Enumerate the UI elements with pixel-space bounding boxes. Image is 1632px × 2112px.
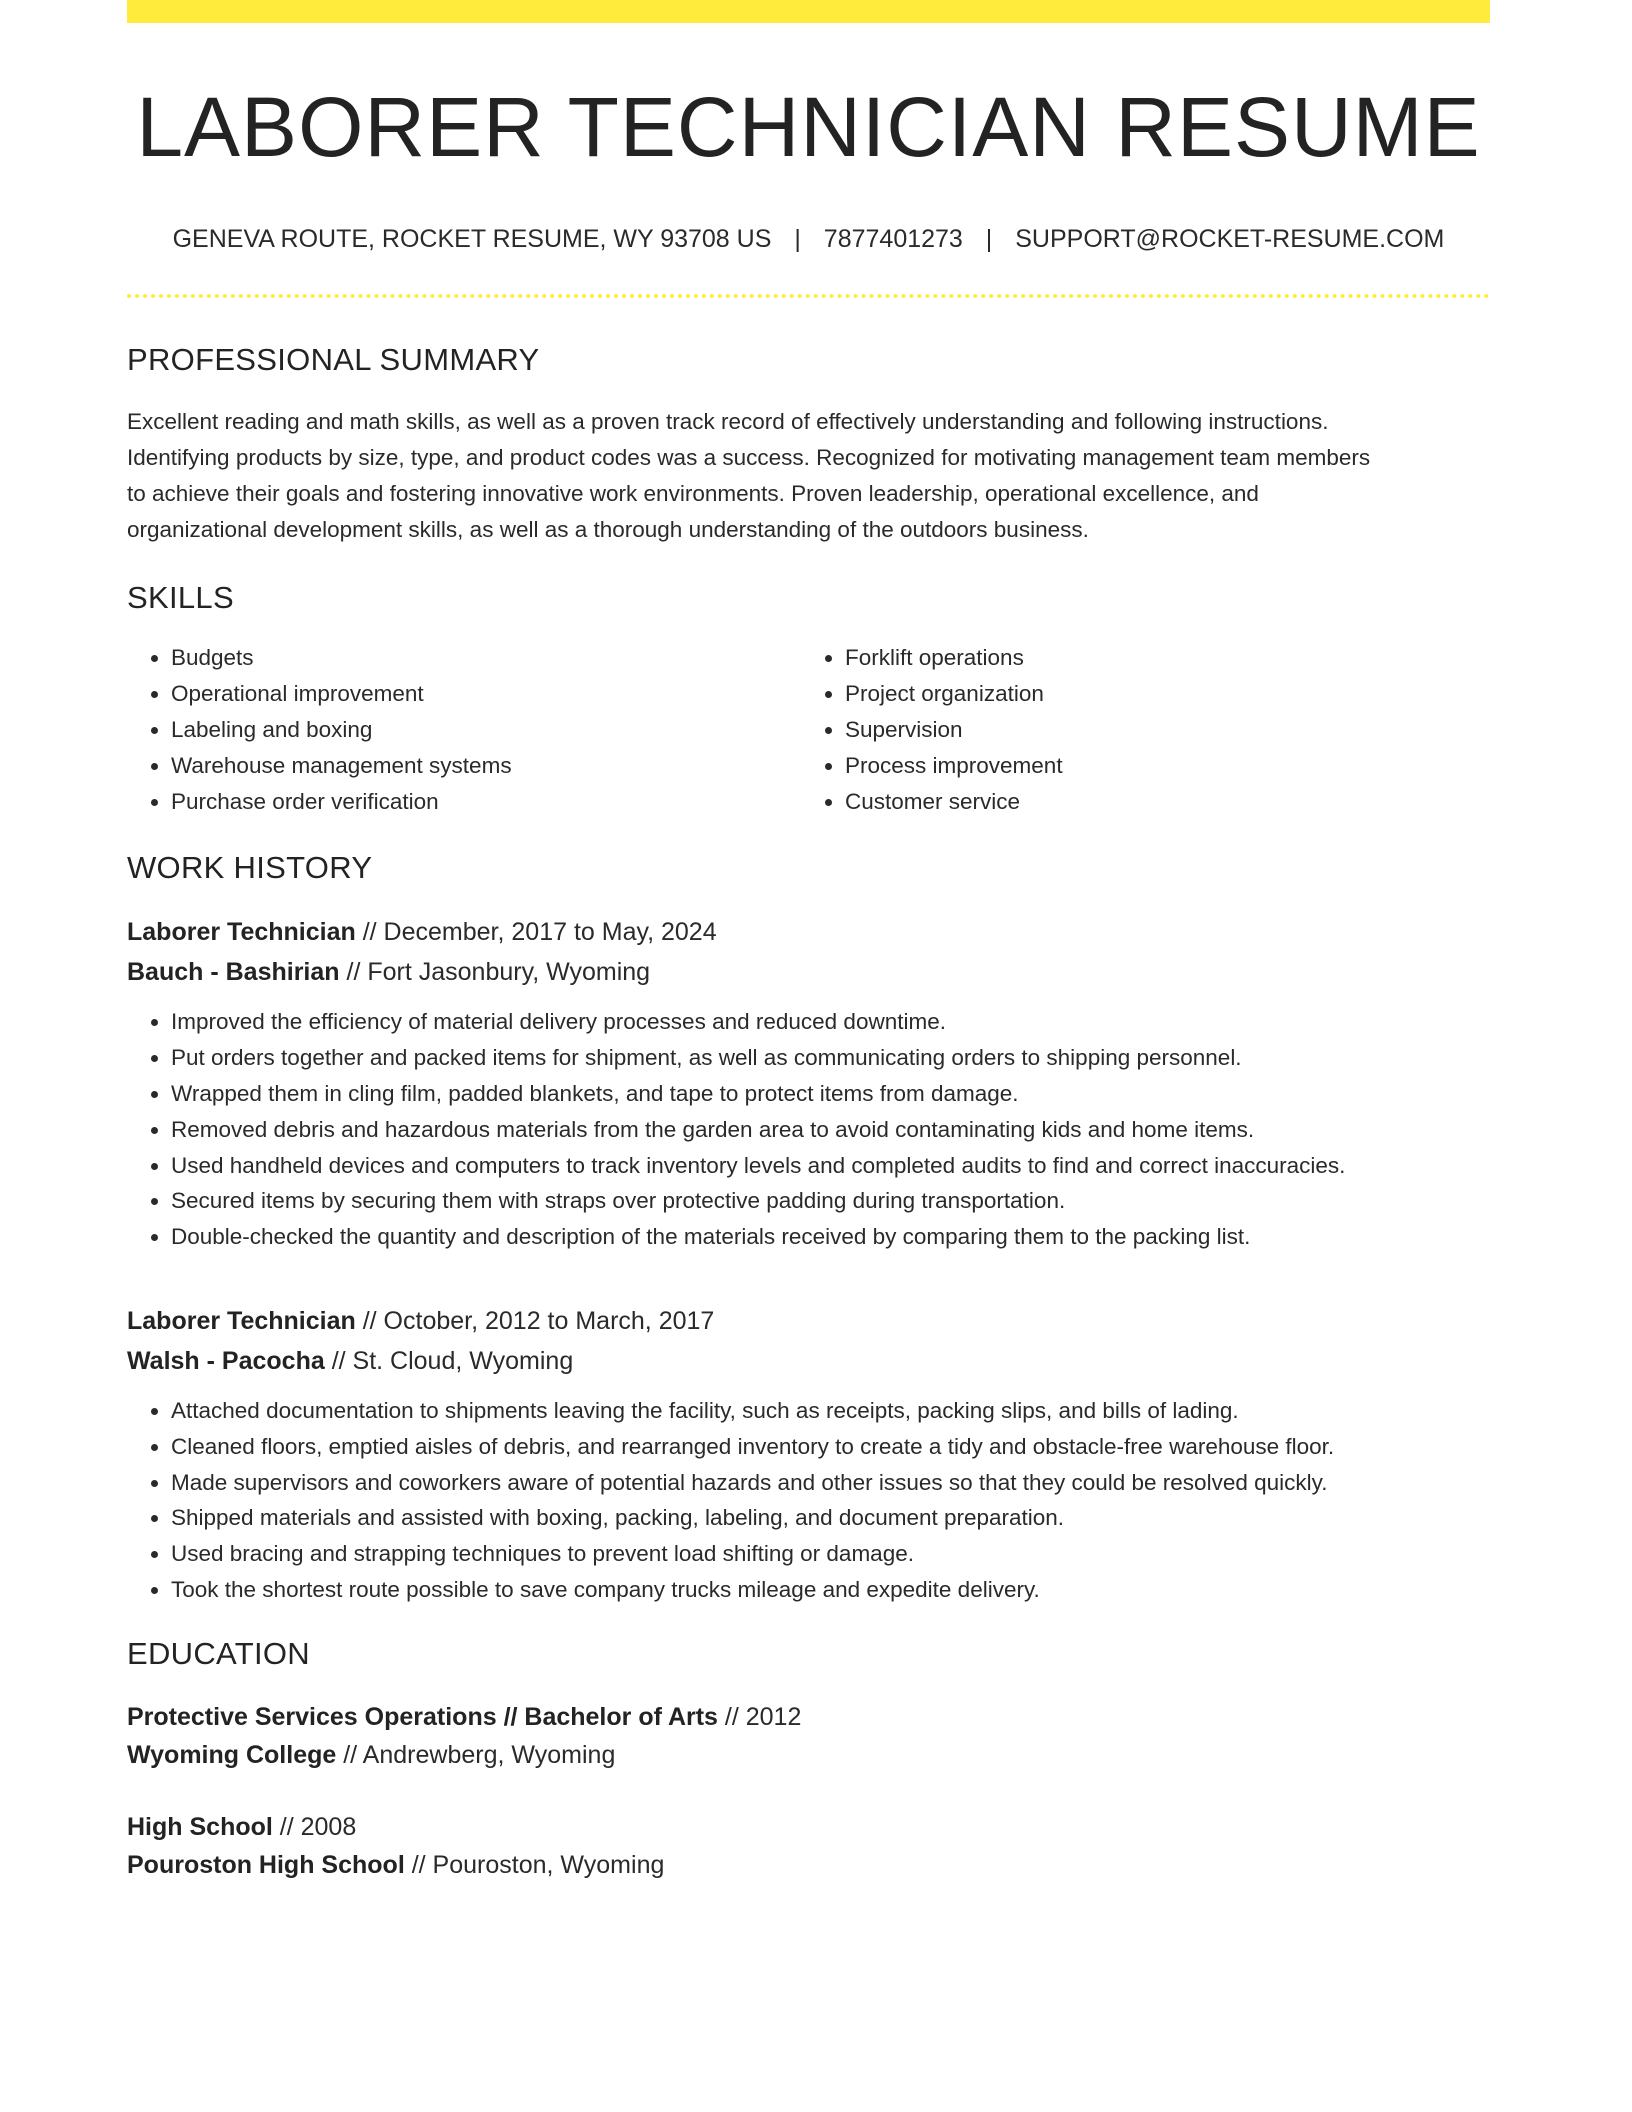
header-divider <box>127 294 1490 298</box>
education-degree: High School <box>127 1812 273 1841</box>
job-company-line <box>127 952 1490 992</box>
skill-item: • Process improvement <box>845 748 1475 784</box>
summary-line: to achieve their goals and fostering innovative work environments. Proven leadership, operational excellence, and <box>127 481 1259 507</box>
job-bullets <box>127 1393 1490 1608</box>
education-school: Wyoming College <box>127 1740 337 1769</box>
job-company: Bauch - Bashirian <box>127 958 340 987</box>
skill-item: • Purchase order verification <box>171 784 801 820</box>
job-bullet: • Attached documentation to shipments leaving the facility, such as receipts, packing slips, and bills of lading. <box>171 1393 1490 1429</box>
skills-heading: SKILLS <box>127 580 234 616</box>
job-bullet: • Double-checked the quantity and description of the materials received by comparing them to the packing list. <box>171 1219 1490 1255</box>
contact-line <box>127 225 1490 254</box>
education-degree-line <box>127 1698 1490 1736</box>
education-school-line <box>127 1736 1490 1774</box>
education-heading: EDUCATION <box>127 1635 310 1671</box>
job-bullet: • Removed debris and hazardous materials from the garden area to avoid contaminating kids and home items. <box>171 1112 1490 1148</box>
work-history-heading: WORK HISTORY <box>127 850 373 886</box>
job-title-line <box>127 1301 1490 1341</box>
education-location: // Andrewberg, Wyoming <box>336 1740 616 1769</box>
job-bullet: • Put orders together and packed items for shipment, as well as communicating orders to shipping personnel. <box>171 1040 1490 1076</box>
skill-item: • Project organization <box>845 676 1475 712</box>
skill-item: • Budgets <box>171 640 801 676</box>
education-entry <box>127 1698 1490 1774</box>
education-degree-line <box>127 1808 1490 1846</box>
job-bullet: • Wrapped them in cling film, padded blankets, and tape to protect items from damage. <box>171 1076 1490 1112</box>
skill-item: • Operational improvement <box>171 676 801 712</box>
job-bullet: • Used bracing and strapping techniques to prevent load shifting or damage. <box>171 1536 1490 1572</box>
job-bullet: • Secured items by securing them with straps over protective padding during transportation. <box>171 1183 1490 1219</box>
job-location: // Fort Jasonbury, Wyoming <box>339 958 651 987</box>
education-school-line <box>127 1846 1490 1884</box>
education-year: // 2008 <box>272 1812 357 1841</box>
job-bullet: • Improved the efficiency of material delivery processes and reduced downtime. <box>171 1004 1490 1040</box>
contact-email: SUPPORT@ROCKET-RESUME.COM <box>1015 225 1445 254</box>
education-school: Pouroston High School <box>127 1850 405 1879</box>
contact-address: GENEVA ROUTE, ROCKET RESUME, WY 93708 US <box>172 225 772 254</box>
education-location: // Pouroston, Wyoming <box>404 1850 665 1879</box>
skill-item: • Labeling and boxing <box>171 712 801 748</box>
contact-separator: | <box>794 225 801 254</box>
job-role: Laborer Technician <box>127 918 356 947</box>
job-company: Walsh - Pacocha <box>127 1346 325 1375</box>
top-accent-bar <box>127 0 1490 23</box>
resume-page <box>127 0 1490 1884</box>
summary-heading: PROFESSIONAL SUMMARY <box>127 342 540 378</box>
job-entry <box>127 1301 1490 1608</box>
job-bullet: • Made supervisors and coworkers aware of potential hazards and other issues so that they could be resolved quickly. <box>171 1465 1490 1501</box>
job-role: Laborer Technician <box>127 1306 356 1335</box>
summary-line: Identifying products by size, type, and product codes was a success. Recognized for motivating management team members <box>127 445 1371 471</box>
job-bullet: • Cleaned floors, emptied aisles of debris, and rearranged inventory to create a tidy and obstacle-free warehouse floor. <box>171 1429 1490 1465</box>
skills-list-left <box>127 640 801 820</box>
job-dates: // December, 2017 to May, 2024 <box>355 918 717 947</box>
skills-columns <box>127 640 1490 820</box>
job-dates: // October, 2012 to March, 2017 <box>355 1306 715 1335</box>
skill-item: • Customer service <box>845 784 1475 820</box>
job-bullet: • Shipped materials and assisted with boxing, packing, labeling, and document preparation. <box>171 1500 1490 1536</box>
resume-title: LABORER TECHNICIAN RESUME <box>136 80 1481 174</box>
summary-line: Excellent reading and math skills, as well as a proven track record of effectively understanding and following instructions. <box>127 409 1329 435</box>
job-company-line <box>127 1341 1490 1381</box>
skill-item: • Forklift operations <box>845 640 1475 676</box>
education-entry <box>127 1808 1490 1884</box>
contact-phone: 7877401273 <box>823 225 963 254</box>
job-entry <box>127 912 1490 1255</box>
job-title-line <box>127 912 1490 952</box>
contact-separator: | <box>985 225 993 254</box>
summary-line: organizational development skills, as well as a thorough understanding of the outdoors business. <box>127 517 1089 543</box>
skill-item: • Warehouse management systems <box>171 748 801 784</box>
skills-list-right <box>801 640 1475 820</box>
job-bullet: • Took the shortest route possible to save company trucks mileage and expedite delivery. <box>171 1572 1490 1608</box>
job-bullets <box>127 1004 1490 1255</box>
job-location: // St. Cloud, Wyoming <box>324 1346 574 1375</box>
education-year: // 2012 <box>717 1702 802 1731</box>
job-bullet: • Used handheld devices and computers to track inventory levels and completed audits to find and correct inaccuracies. <box>171 1148 1490 1184</box>
education-degree: Protective Services Operations // Bachelor of Arts <box>127 1702 718 1731</box>
summary-text <box>127 404 1490 548</box>
skill-item: • Supervision <box>845 712 1475 748</box>
